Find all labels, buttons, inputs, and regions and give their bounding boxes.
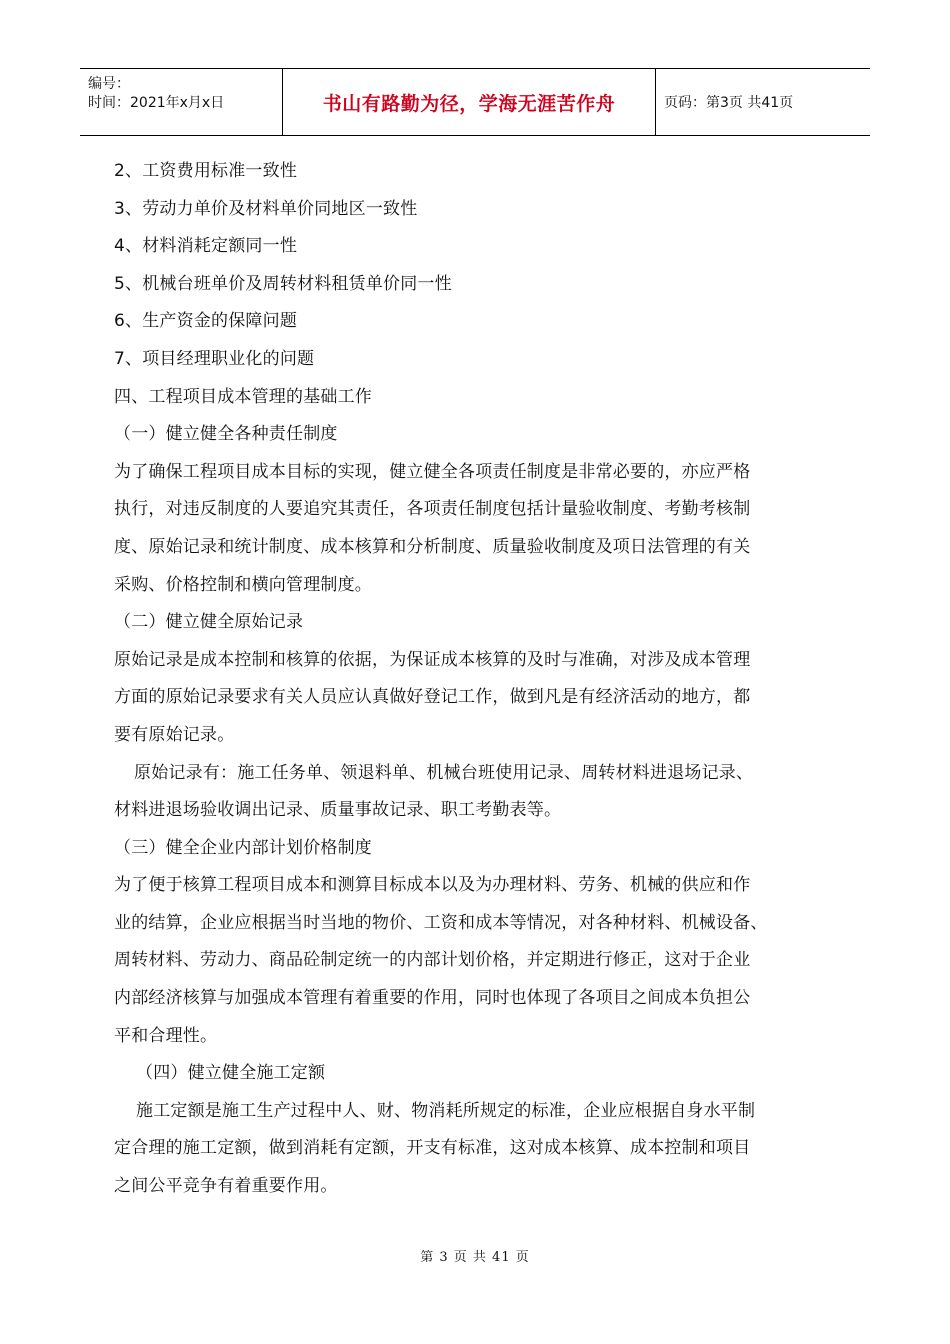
paragraph-line: 为了便于核算工程项目成本和测算目标成本以及为办理材料、劳务、机械的供应和作 [114, 875, 751, 896]
paragraph-line: 为了确保工程项目成本目标的实现，健立健全各项责任制度是非常必要的，亦应严格 [114, 461, 751, 482]
paragraph-line: 执行，对违反制度的人要追究其责任，各项责任制度包括计量验收制度、考勤考核制 [114, 499, 751, 520]
paragraph-line: 要有原始记录。 [114, 724, 235, 745]
paragraph-line: 度、原始记录和统计制度、成本核算和分析制度、质量验收制度及项日法管理的有关 [114, 536, 751, 557]
list-item: 7、项目经理职业化的问题 [114, 348, 315, 369]
paragraph-line: 施工定额是施工生产过程中人、财、物消耗所规定的标准，企业应根据自身水平制 [136, 1100, 756, 1121]
document-body [114, 153, 840, 1206]
list-item: 2、工资费用标准一致性 [114, 161, 298, 181]
paragraph-line: 材料进退场验收调出记录、质量事故记录、职工考勤表等。 [114, 800, 562, 821]
document-header [80, 68, 870, 136]
paragraph-line: 方面的原始记录要求有关人员应认真做好登记工作，做到凡是有经济活动的地方，都 [114, 687, 751, 708]
list-item: 6、生产资金的保障问题 [114, 311, 298, 332]
subsection-heading: （四）健立健全施工定额 [136, 1063, 326, 1084]
header-left-cell [80, 69, 282, 135]
paragraph-line: 原始记录是成本控制和核算的依据，为保证成本核算的及时与准确，对涉及成本管理 [114, 649, 751, 670]
paragraph-line: 平和合理性。 [114, 1025, 218, 1046]
subsection-heading: （三）健全企业内部计划价格制度 [114, 837, 372, 858]
list-item: 5、机械台班单价及周转材料租赁单价同一性 [114, 273, 452, 294]
header-motto: 书山有路勤为径，学海无涯苦作舟 [282, 69, 656, 135]
header-page-info: 页码：第3页 共41页 [664, 95, 794, 111]
section-heading: 四、工程项目成本管理的基础工作 [114, 386, 372, 407]
paragraph-line: 采购、价格控制和横向管理制度。 [114, 574, 372, 595]
page-footer: 第 3 页 共 41 页 [420, 1250, 530, 1265]
paragraph-line: 周转材料、劳动力、商品砼制定统一的内部计划价格，并定期进行修正，这对于企业 [114, 950, 751, 971]
list-item: 3、劳动力单价及材料单价同地区一致性 [114, 198, 418, 219]
paragraph-line: 之间公平竞争有着重要作用。 [114, 1176, 338, 1197]
paragraph-line: 内部经济核算与加强成本管理有着重要的作用，同时也体现了各项目之间成本负担公 [114, 988, 751, 1009]
document-time-label: 时间：2021年x月x日 [88, 95, 225, 111]
paragraph-line: 定合理的施工定额，做到消耗有定额，开支有标准，这对成本核算、成本控制和项目 [114, 1138, 751, 1159]
paragraph-line: 原始记录有：施工任务单、领退料单、机械台班使用记录、周转材料进退场记录、 [134, 762, 754, 783]
paragraph-line: 业的结算，企业应根据当时当地的物价、工资和成本等情况，对各种材料、机械设备、 [114, 912, 768, 933]
subsection-heading: （二）健立健全原始记录 [114, 612, 304, 633]
list-item: 4、材料消耗定额同一性 [114, 236, 298, 257]
document-number-label: 编号： [88, 76, 130, 92]
subsection-heading: （一）健立健全各种责任制度 [114, 424, 338, 445]
